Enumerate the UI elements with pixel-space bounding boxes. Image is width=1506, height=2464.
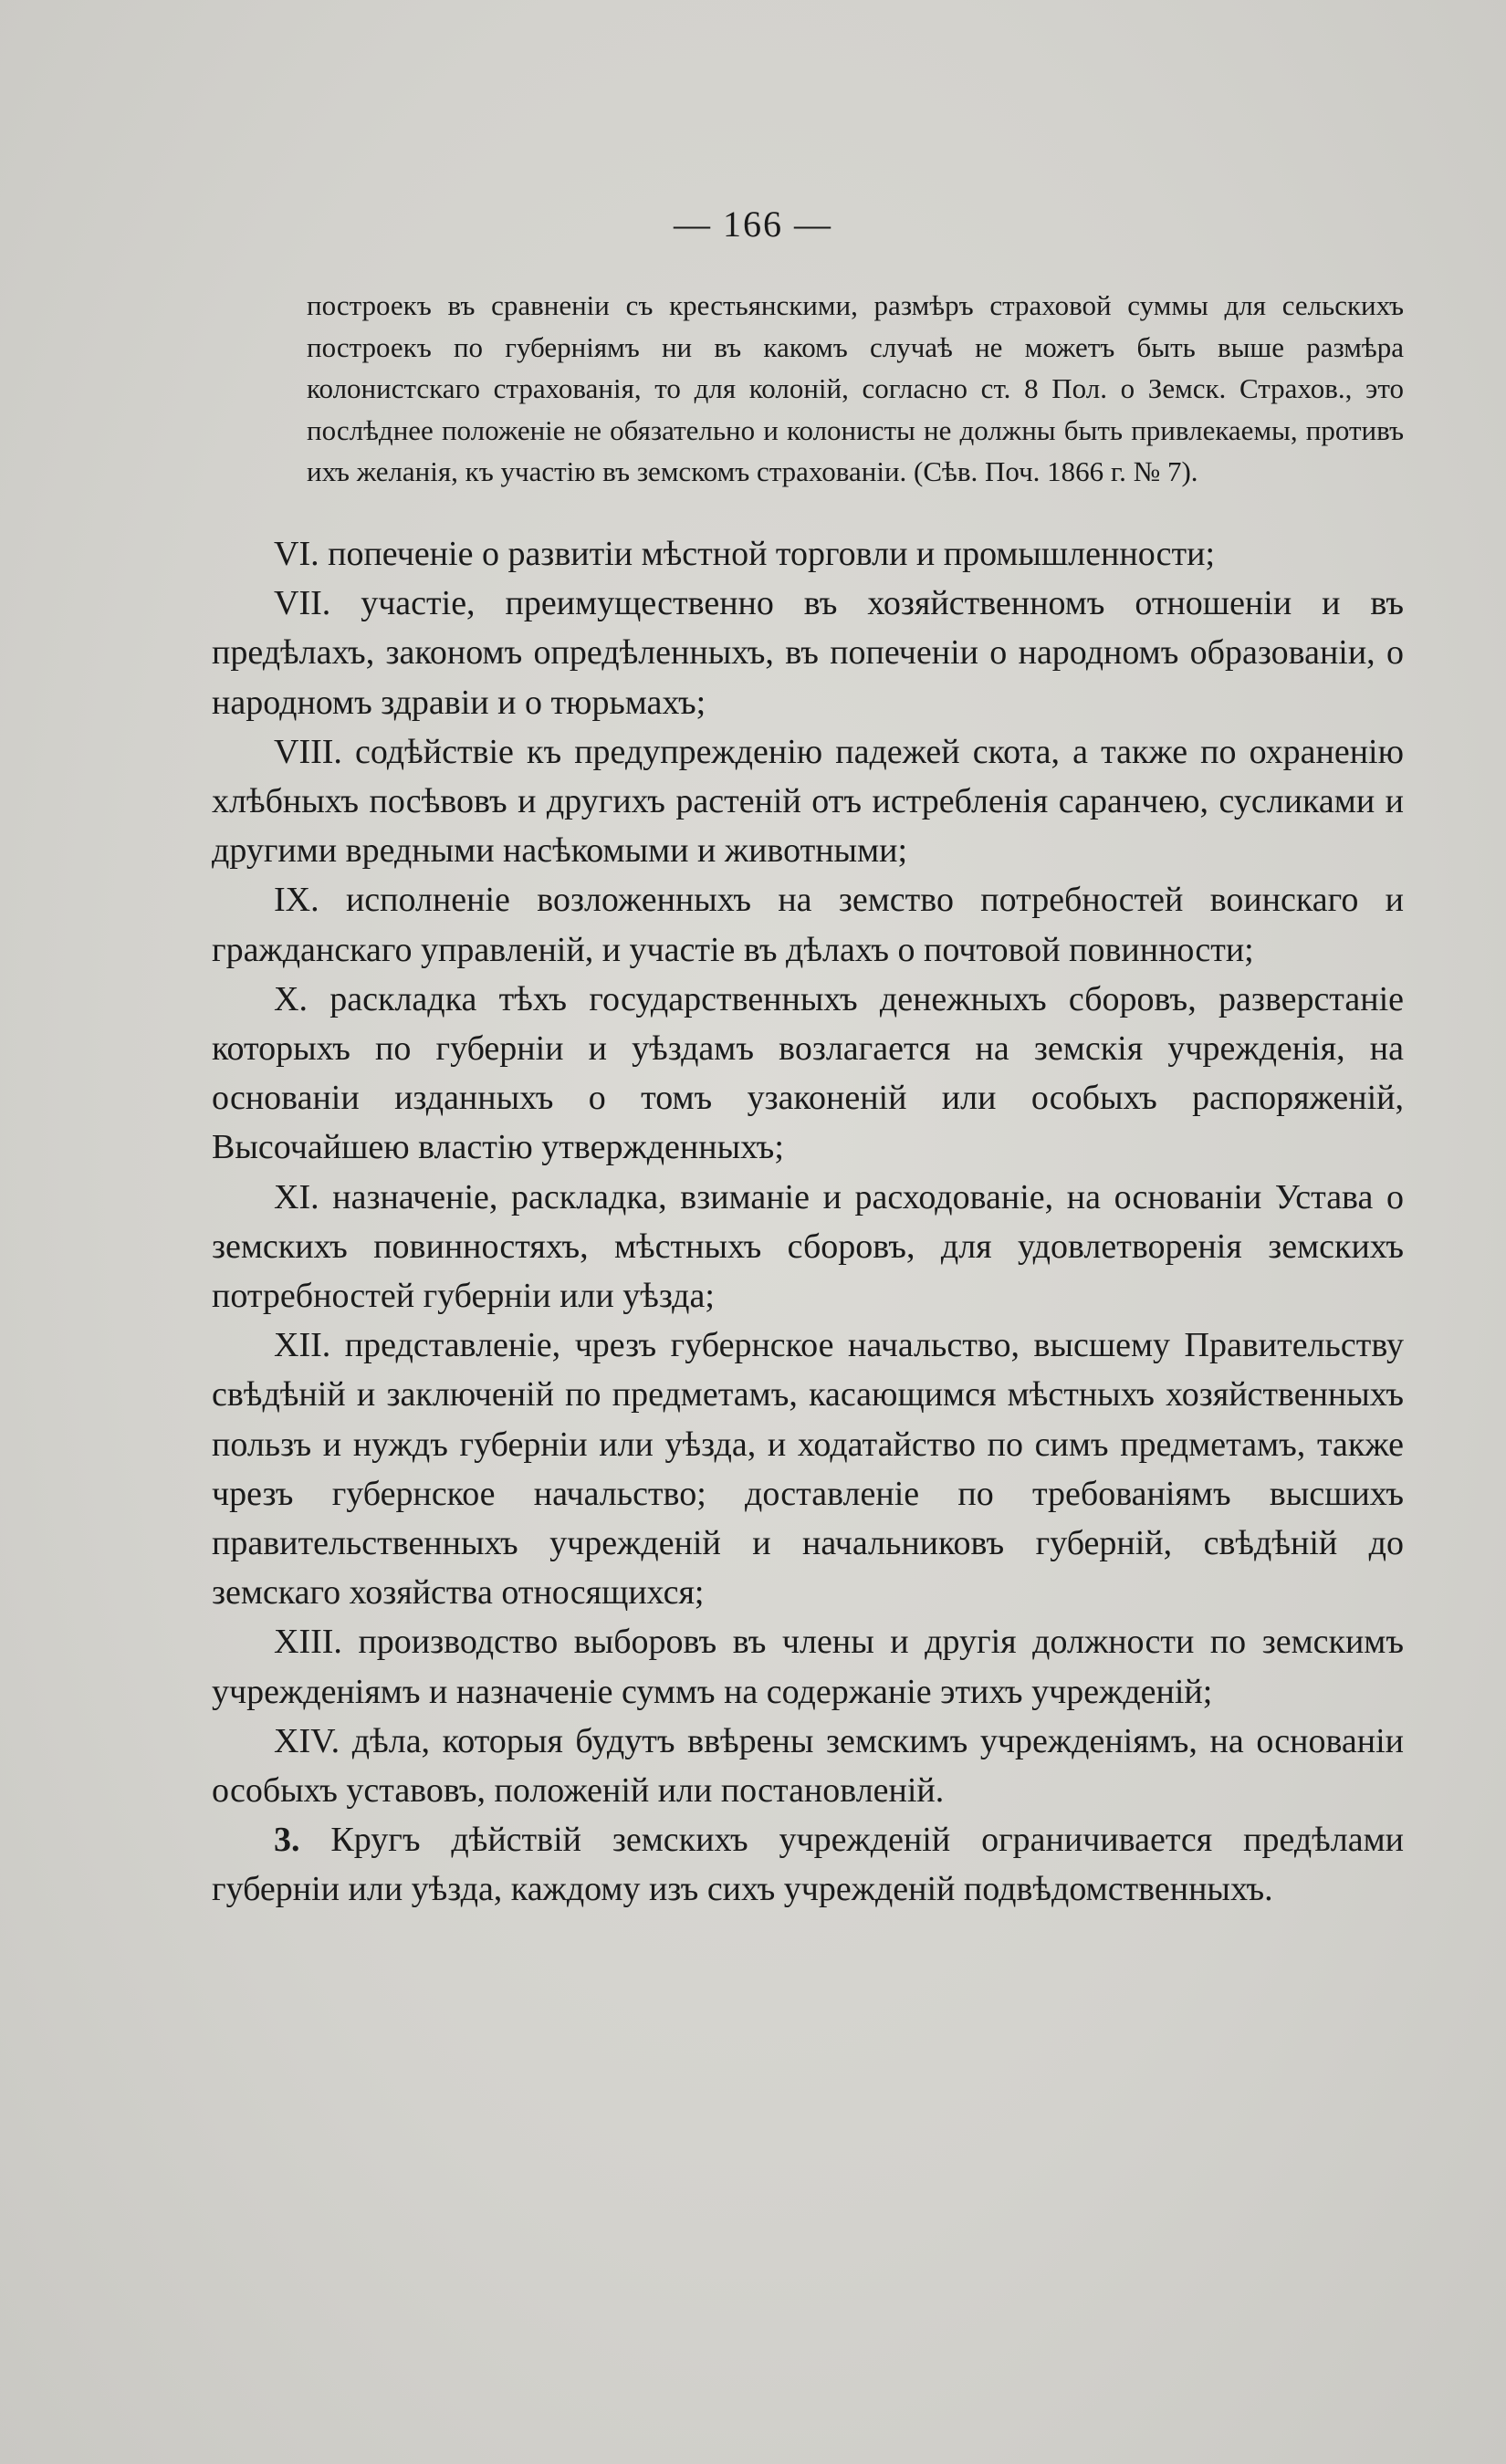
paragraph-text: дѣла, которыя будутъ ввѣрены земскимъ учрежденіямъ, на основаніи особыхъ уставовъ, положеній или постановленій. (212, 1721, 1405, 1811)
paragraph-text: участіе, преимущественно въ хозяйственномъ отношеніи и въ предѣлахъ, закономъ опредѣленныхъ, въ попеченіи о народномъ образованіи, о народномъ здравіи и о тюрьмахъ; (212, 584, 1404, 722)
paragraph-text: производство выборовъ въ члены и другія должности по земскимъ учрежденіямъ и назначеніе суммъ на содержаніе этихъ учрежденій; (212, 1623, 1405, 1711)
paragraph-vii (212, 579, 1404, 727)
paragraph-number: VII. (274, 584, 331, 623)
footnote-text: построекъ въ сравненіи съ крестьянскими, размѣръ страховой суммы для сельскихъ построекъ по губерніямъ ни въ какомъ случаѣ не можетъ быть выше размѣра колонистскаго страхованія, то для колоній, согласно ст. 8 Пол. о Земск. Страхов., это послѣднее положеніе не обязательно и колонисты не должны быть привлекаемы, противъ ихъ желанія, къ участію въ земскомъ страхованіи. (Сѣв. Поч. 1866 г. № 7). (307, 289, 1404, 488)
article-number: 3. (274, 1821, 300, 1860)
article-3 (212, 1815, 1404, 1914)
paragraph-text: назначеніе, раскладка, взиманіе и расходованіе, на основаніи Устава о земскихъ повинностяхъ, мѣстныхъ сборовъ, для удовлетворенія земскихъ потребностей губерніи или уѣзда; (212, 1177, 1404, 1316)
paragraph-number: VI. (274, 535, 319, 573)
paragraph-vi (212, 529, 1404, 579)
paragraph-x (212, 975, 1404, 1173)
paragraph-xii (212, 1321, 1404, 1617)
main-text (212, 529, 1404, 1915)
article-text: Кругъ дѣйствій земскихъ учрежденій ограничивается предѣлами губерніи или уѣзда, каждому изъ сихъ учрежденій подвѣдомственныхъ. (212, 1821, 1405, 1909)
paragraph-number: X. (274, 979, 308, 1018)
paragraph-xiv (212, 1717, 1404, 1815)
paragraph-viii (212, 727, 1404, 876)
page-number: — 166 — (674, 204, 832, 245)
paragraph-text: раскладка тѣхъ государственныхъ денежныхъ сборовъ, разверстаніе которыхъ по губерніи и уѣздамъ возлагается на земскія учрежденія, на основаніи изданныхъ о томъ узаконеній или особыхъ распоряженій, Высочайшею властію утвержденныхъ; (212, 979, 1405, 1167)
paragraph-number: XI. (274, 1177, 319, 1216)
paragraph-number: VIII. (274, 732, 342, 771)
paragraph-number: XIV. (274, 1721, 340, 1760)
paragraph-text: представленіе, чрезъ губернское начальство, высшему Правительству свѣдѣній и заключеній по предметамъ, касающимся мѣстныхъ хозяйственныхъ пользъ и нуждъ губерніи или уѣзда, и ходатайство по симъ предметамъ, также чрезъ губернское начальство; доставленіе по требованіямъ высшихъ правительственныхъ учрежденій и начальниковъ губерній, свѣдѣній до земскаго хозяйства относящихся; (212, 1326, 1405, 1613)
paragraph-number: IX. (274, 881, 319, 920)
paragraph-number: XII. (274, 1326, 331, 1365)
paragraph-number: XIII. (274, 1623, 342, 1662)
paragraph-ix (212, 875, 1404, 974)
paragraph-xiii (212, 1617, 1404, 1716)
paragraph-xi (212, 1173, 1404, 1321)
paragraph-text: исполненіе возложенныхъ на земство потребностей воинскаго и гражданскаго управленій, и участіе въ дѣлахъ о почтовой повинности; (212, 881, 1404, 969)
paragraph-text: содѣйствіе къ предупрежденію падежей скота, а также по охраненію хлѣбныхъ посѣвовъ и другихъ растеній отъ истребленія саранчею, сусликами и другими вредными насѣкомыми и животными; (212, 732, 1404, 871)
paragraph-text: попеченіе о развитіи мѣстной торговли и промышленности; (328, 535, 1216, 573)
